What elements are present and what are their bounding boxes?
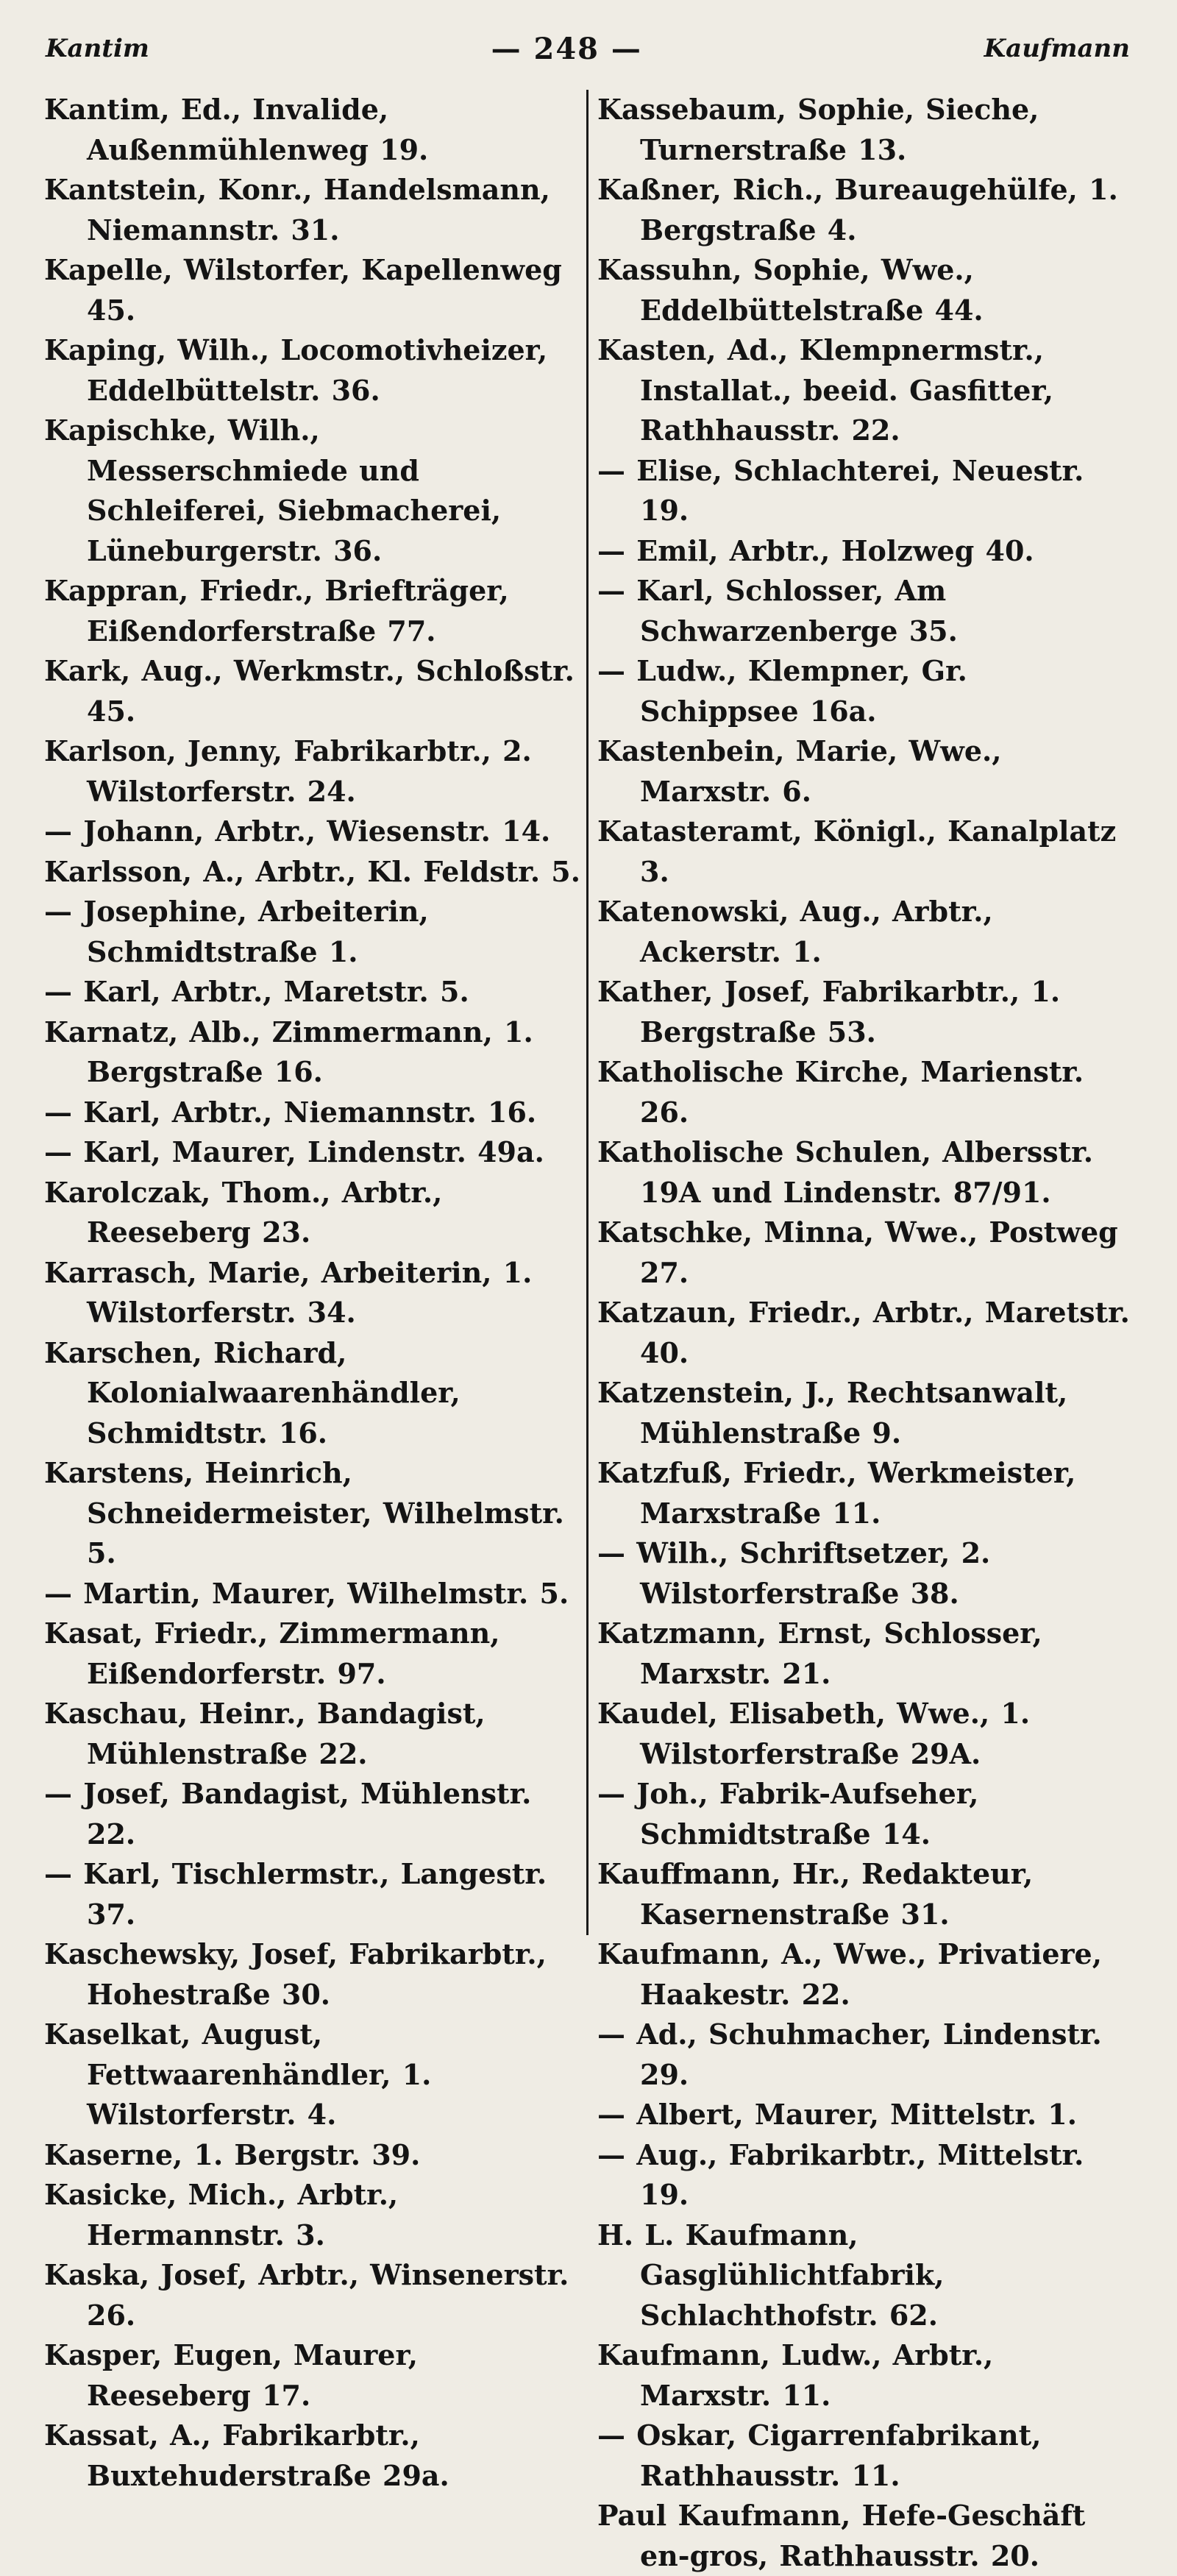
directory-entry: Kather, Josef, Fabrikarbtr., 1. Bergstraße 53. [597,975,1061,1049]
directory-entry: Kark, Aug., Werkmstr., Schloßstr. 45. [44,654,575,728]
directory-entry: Karnatz, Alb., Zimmermann, 1. Bergstraße 16. [44,1015,533,1088]
directory-entry: — Joh., Fabrik-Aufseher, Schmidtstraße 14. [597,1777,979,1851]
directory-entry: — Karl, Arbtr., Niemannstr. 16. [44,1095,537,1129]
directory-entry: Katzenstein, J., Rechtsanwalt, Mühlenstraße 9. [597,1376,1068,1450]
directory-entry: Karschen, Richard, Kolonialwaarenhändler, Schmidtstr. 16. [44,1335,461,1450]
directory-entry: Katholische Schulen, Albersstr. 19A und Lindenstr. 87/91. [597,1135,1093,1209]
directory-entry: — Oskar, Cigarrenfabrikant, Rathhausstr. 11. [597,2419,1042,2492]
left-column [44,90,581,2496]
directory-entry: — Elise, Schlachterei, Neuestr. 19. [597,453,1084,527]
directory-entry: — Aug., Fabrikarbtr., Mittelstr. 19. [597,2137,1084,2211]
directory-entry: Katzmann, Ernst, Schlosser, Marxstr. 21. [597,1617,1042,1690]
directory-entry: — Johann, Arbtr., Wiesenstr. 14. [44,815,551,848]
directory-entry: — Wilh., Schriftsetzer, 2. Wilstorferstraße 38. [597,1536,991,1610]
directory-entry: — Karl, Schlosser, Am Schwarzenberge 35. [597,574,958,647]
directory-entry: Kasten, Ad., Klempnermstr., Installat., beeid. Gasfitter, Rathhausstr. 22. [597,333,1053,447]
directory-entry: Kapelle, Wilstorfer, Kapellenweg 45. [44,253,562,327]
directory-entry: Karlson, Jenny, Fabrikarbtr., 2. Wilstorferstr. 24. [44,734,532,808]
directory-entry: Kaserne, 1. Bergstr. 39. [44,2137,421,2171]
directory-entry: — Karl, Tischlermstr., Langestr. 37. [44,1857,547,1931]
directory-entry: Karolczak, Thom., Arbtr., Reeseberg 23. [44,1175,443,1249]
directory-entry: — Ad., Schuhmacher, Lindenstr. 29. [597,2018,1102,2091]
page-header [46,26,1130,71]
directory-entry: Katzfuß, Friedr., Werkmeister, Marxstraße 11. [597,1456,1076,1530]
directory-entry: Kaschewsky, Josef, Fabrikarbtr., Hohestraße 30. [44,1937,547,2011]
directory-entry: — Josef, Bandagist, Mühlenstr. 22. [44,1777,532,1851]
directory-entry: Kaska, Josef, Arbtr., Winsenerstr. 26. [44,2258,569,2332]
directory-entry: Kassuhn, Sophie, Wwe., Eddelbüttelstraße 44. [597,253,984,327]
directory-entry: Kantstein, Konr., Handelsmann, Niemannstr. 31. [44,173,550,246]
directory-entry: H. L. Kaufmann, Gasglühlichtfabrik, Schlachthofstr. 62. [597,2218,945,2332]
directory-entry: Karlsson, A., Arbtr., Kl. Feldstr. 5. [44,854,580,888]
directory-entry: — Karl, Arbtr., Maretstr. 5. [44,975,469,1008]
directory-entry: Kaschau, Heinr., Bandagist, Mühlenstraße 22. [44,1697,486,1770]
directory-entry: — Albert, Maurer, Mittelstr. 1. [597,2098,1077,2131]
directory-entry: Kauffmann, Hr., Redakteur, Kasernenstraße 31. [597,1857,1034,1931]
directory-entry: Kaufmann, Ludw., Arbtr., Marxstr. 11. [597,2338,994,2412]
column-divider [586,90,588,1935]
directory-entry: Katenowski, Aug., Arbtr., Ackerstr. 1. [597,895,993,968]
directory-entry: Kaudel, Elisabeth, Wwe., 1. Wilstorferstraße 29A. [597,1697,1031,1770]
directory-entry: — Martin, Maurer, Wilhelmstr. 5. [44,1576,569,1610]
directory-entry: Kaping, Wilh., Locomotivheizer, Eddelbüttelstr. 36. [44,333,548,407]
directory-entry: — Josephine, Arbeiterin, Schmidtstraße 1. [44,895,429,968]
directory-entry: — Ludw., Klempner, Gr. Schippsee 16a. [597,654,967,728]
directory-entry: Katholische Kirche, Marienstr. 26. [597,1055,1084,1129]
directory-entry: Karstens, Heinrich, Schneidermeister, Wilhelmstr. 5. [44,1456,564,1569]
directory-entry: Kassat, A., Fabrikarbtr., Buxtehuderstraße 29a. [44,2419,449,2492]
directory-entry: Kantim, Ed., Invalide, Außenmühlenweg 19. [44,93,429,166]
directory-entry: Katzaun, Friedr., Arbtr., Maretstr. 40. [597,1296,1130,1369]
directory-entry: — Emil, Arbtr., Holzweg 40. [597,533,1034,567]
directory-entry: Kasat, Friedr., Zimmermann, Eißendorferstr. 97. [44,1617,500,1690]
directory-entry: Kapischke, Wilh., Messerschmiede und Schleiferei, Siebmacherei, Lüneburgerstr. 36. [44,414,502,567]
directory-entry: Kaselkat, August, Fettwaarenhändler, 1. Wilstorferstr. 4. [44,2018,432,2131]
directory-entry: Kaufmann, A., Wwe., Privatiere, Haakestr. 22. [597,1937,1102,2011]
directory-entry: Kappran, Friedr., Briefträger, Eißendorferstraße 77. [44,574,509,647]
directory-entry: Katasteramt, Königl., Kanalplatz 3. [597,815,1117,888]
directory-entry: Katschke, Minna, Wwe., Postweg 27. [597,1216,1118,1289]
directory-entry: Paul Kaufmann, Hefe-Geschäft en-gros, Rathhausstr. 20. [597,2499,1086,2572]
header-last-entry: Kaufmann [984,34,1130,63]
directory-entry: Kasper, Eugen, Maurer, Reeseberg 17. [44,2338,418,2412]
directory-entry: Kassebaum, Sophie, Sieche, Turnerstraße 13. [597,93,1039,166]
page-number: — 248 — [491,31,642,66]
directory-entry: Kastenbein, Marie, Wwe., Marxstr. 6. [597,734,1002,808]
directory-entry: — Karl, Maurer, Lindenstr. 49a. [44,1135,544,1168]
right-column [597,90,1134,2576]
header-first-entry: Kantim [46,34,149,63]
directory-entry: Kasicke, Mich., Arbtr., Hermannstr. 3. [44,2178,399,2252]
directory-entry: Kaßner, Rich., Bureaugehülfe, 1. Bergstraße 4. [597,173,1118,246]
directory-entry: Karrasch, Marie, Arbeiterin, 1. Wilstorferstr. 34. [44,1255,533,1329]
